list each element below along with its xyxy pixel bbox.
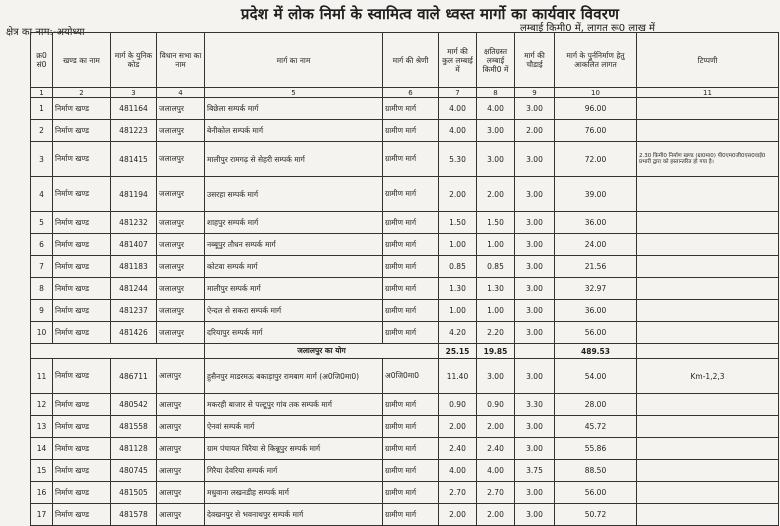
assembly-name-cell: जलालपुर [157,142,205,177]
estimated-cost-cell: 54.00 [555,359,637,394]
table-row [31,416,779,438]
unique-code-cell: 480542 [111,394,157,416]
road-category-cell: ग्रामीण मार्ग [383,98,439,120]
road-width-cell: 3.00 [515,482,555,504]
serial-number-cell: 12 [31,394,53,416]
unit-note: लम्बाई किमी0 में, लागत रू0 लाख में [520,23,656,34]
division-name-cell: निर्माण खण्ड [53,394,111,416]
remark-cell [637,98,779,120]
column-number: 11 [637,88,779,98]
column-number: 3 [111,88,157,98]
estimated-cost-cell: 96.00 [555,98,637,120]
road-width-cell: 3.00 [515,300,555,322]
assembly-name-cell: आलापुर [157,394,205,416]
table-row [31,212,779,234]
road-name-cell: मालीपुर रामगढ़ से सेहरी सम्पर्क मार्ग [205,142,383,177]
serial-number-cell: 4 [31,177,53,212]
serial-number-cell: 3 [31,142,53,177]
assembly-name-cell: जलालपुर [157,212,205,234]
damaged-length-cell: 2.40 [477,438,515,460]
road-name-cell: बिछेला सम्पर्क मार्ग [205,98,383,120]
road-width-cell: 3.00 [515,359,555,394]
damaged-length-cell: 1.50 [477,212,515,234]
road-category-cell: ग्रामीण मार्ग [383,416,439,438]
remark-cell [637,438,779,460]
unique-code-cell: 481407 [111,234,157,256]
damaged-length-cell: 2.00 [477,504,515,526]
table-row [31,120,779,142]
division-name-cell: निर्माण खण्ड [53,460,111,482]
remark-cell [637,234,779,256]
road-width-cell: 3.00 [515,322,555,344]
road-category-cell: ग्रामीण मार्ग [383,482,439,504]
estimated-cost-cell: 21.56 [555,256,637,278]
road-width-cell: 3.00 [515,416,555,438]
damaged-length-cell: 2.00 [477,177,515,212]
estimated-cost-cell: 28.00 [555,394,637,416]
remark-cell: Km-1,2,3 [637,359,779,394]
total-length-cell: 11.40 [439,359,477,394]
document-title: प्रदेश में लोक निर्मा के स्वामित्व वाले ध्वस्त मार्गो का कार्यवार विवरण [240,5,620,23]
unique-code-cell: 481128 [111,438,157,460]
serial-number-cell: 14 [31,438,53,460]
column-number: 1 [31,88,53,98]
table-row [31,234,779,256]
division-name-cell: निर्माण खण्ड [53,438,111,460]
estimated-cost-cell: 50.72 [555,504,637,526]
table-row [31,300,779,322]
road-name-cell: मकरही बाजार से पल्टूपुर गांव तक सम्पर्क मार्ग [205,394,383,416]
road-category-cell: ग्रामीण मार्ग [383,322,439,344]
column-number: 5 [205,88,383,98]
total-length-cell: 5.30 [439,142,477,177]
total-length-cell: 4.20 [439,322,477,344]
road-name-cell: मधुवाना लखनडीह सम्पर्क मार्ग [205,482,383,504]
total-length-cell: 4.00 [439,460,477,482]
assembly-name-cell: जलालपुर [157,120,205,142]
unique-code-cell: 481237 [111,300,157,322]
division-name-cell: निर्माण खण्ड [53,212,111,234]
estimated-cost-cell: 36.00 [555,300,637,322]
column-number: 8 [477,88,515,98]
serial-number-cell: 13 [31,416,53,438]
division-name-cell: निर्माण खण्ड [53,120,111,142]
road-category-cell: ग्रामीण मार्ग [383,177,439,212]
road-name-cell: हुसैनपुर माडरमऊ बकाड़ापुर रामबाग मार्ग (अ0जि0मा0) [205,359,383,394]
road-category-cell: ग्रामीण मार्ग [383,142,439,177]
subtotal-label: जलालपुर का योग [205,344,439,359]
division-name-cell: निर्माण खण्ड [53,504,111,526]
road-name-cell: देवखनपुर से भवनाथपुर सम्पर्क मार्ग [205,504,383,526]
assembly-name-cell: आलापुर [157,438,205,460]
road-width-cell: 3.00 [515,234,555,256]
assembly-name-cell: जलालपुर [157,98,205,120]
unique-code-cell: 481232 [111,212,157,234]
assembly-name-cell: जलालपुर [157,234,205,256]
damaged-length-cell: 2.00 [477,416,515,438]
remark-cell [637,212,779,234]
column-number: 7 [439,88,477,98]
serial-number-cell: 2 [31,120,53,142]
road-width-cell: 3.00 [515,212,555,234]
header-cell: मार्ग की श्रेणी [383,33,439,88]
division-name-cell: निर्माण खण्ड [53,256,111,278]
header-cell: मार्ग के युनिक कोड [111,33,157,88]
table-row [31,256,779,278]
road-category-cell: ग्रामीण मार्ग [383,460,439,482]
table-body [31,88,779,526]
subtotal-width-blank [515,344,555,359]
serial-number-cell: 5 [31,212,53,234]
column-number: 6 [383,88,439,98]
division-name-cell: निर्माण खण्ड [53,322,111,344]
total-length-cell: 2.00 [439,177,477,212]
total-length-cell: 0.85 [439,256,477,278]
subtotal-damaged-length: 19.85 [477,344,515,359]
total-length-cell: 4.00 [439,120,477,142]
division-name-cell: निर्माण खण्ड [53,177,111,212]
road-name-cell: ऐन्दल से सकरा सम्पर्क मार्ग [205,300,383,322]
serial-number-cell: 11 [31,359,53,394]
remark-cell [637,120,779,142]
division-name-cell: निर्माण खण्ड [53,416,111,438]
unique-code-cell: 480745 [111,460,157,482]
serial-number-cell: 9 [31,300,53,322]
road-name-cell: कोटवा सम्पर्क मार्ग [205,256,383,278]
table-row [31,322,779,344]
damaged-length-cell: 2.70 [477,482,515,504]
division-name-cell: निर्माण खण्ड [53,98,111,120]
road-width-cell: 3.00 [515,142,555,177]
estimated-cost-cell: 56.00 [555,322,637,344]
road-name-cell: नब्बूपुर तौधन सम्पर्क मार्ग [205,234,383,256]
assembly-name-cell: आलापुर [157,359,205,394]
division-name-cell: निर्माण खण्ड [53,300,111,322]
assembly-name-cell: आलापुर [157,482,205,504]
table-row [31,394,779,416]
road-width-cell: 3.00 [515,98,555,120]
serial-number-cell: 6 [31,234,53,256]
header-cell: क्र0 सं0 [31,33,53,88]
table-row [31,359,779,394]
road-width-cell: 3.00 [515,278,555,300]
assembly-name-cell: आलापुर [157,460,205,482]
total-length-cell: 0.90 [439,394,477,416]
unique-code-cell: 481244 [111,278,157,300]
header-cell: क्षतिग्रस्त लम्बाई किमी0 में [477,33,515,88]
remark-cell [637,278,779,300]
damaged-length-cell: 4.00 [477,460,515,482]
estimated-cost-cell: 56.00 [555,482,637,504]
serial-number-cell: 15 [31,460,53,482]
estimated-cost-cell: 36.00 [555,212,637,234]
header-cell: विधान सभा का नाम [157,33,205,88]
column-number: 10 [555,88,637,98]
road-category-cell: ग्रामीण मार्ग [383,504,439,526]
road-category-cell: ग्रामीण मार्ग [383,234,439,256]
assembly-name-cell: जलालपुर [157,300,205,322]
road-category-cell: ग्रामीण मार्ग [383,300,439,322]
damaged-length-cell: 3.00 [477,120,515,142]
remark-cell [637,300,779,322]
table-row [31,98,779,120]
subtotal-spacer [31,344,205,359]
table-row [31,460,779,482]
road-category-cell: ग्रामीण मार्ग [383,212,439,234]
road-width-cell: 3.00 [515,256,555,278]
estimated-cost-cell: 72.00 [555,142,637,177]
total-length-cell: 2.00 [439,416,477,438]
road-name-cell: मालीपुर सम्पर्क मार्ग [205,278,383,300]
damaged-length-cell: 4.00 [477,98,515,120]
column-number-row [31,88,779,98]
total-length-cell: 1.00 [439,300,477,322]
total-length-cell: 4.00 [439,98,477,120]
header-cell: मार्ग की कुल लम्बाई में [439,33,477,88]
assembly-name-cell: जलालपुर [157,322,205,344]
column-number: 4 [157,88,205,98]
total-length-cell: 2.70 [439,482,477,504]
road-category-cell: ग्रामीण मार्ग [383,394,439,416]
damaged-length-cell: 3.00 [477,142,515,177]
unique-code-cell: 481183 [111,256,157,278]
remark-cell [637,177,779,212]
serial-number-cell: 10 [31,322,53,344]
remark-cell [637,416,779,438]
total-length-cell: 1.50 [439,212,477,234]
road-category-cell: अ0जि0मा0 [383,359,439,394]
table-row [31,482,779,504]
remark-cell: 2.30 किमी0 निर्माण खण्ड (ग्रा0मा0) पी0एम0जी0एस0वाई0 प्रभारी द्वारा को हस्तान्तरित हो गया है। [637,142,779,177]
remark-cell [637,256,779,278]
division-name-cell: निर्माण खण्ड [53,482,111,504]
total-length-cell: 2.40 [439,438,477,460]
remark-cell [637,504,779,526]
damaged-length-cell: 1.00 [477,234,515,256]
unique-code-cell: 481426 [111,322,157,344]
damaged-length-cell: 2.20 [477,322,515,344]
header-row [31,33,779,88]
division-name-cell: निर्माण खण्ड [53,234,111,256]
division-name-cell: निर्माण खण्ड [53,278,111,300]
subtotal-row [31,344,779,359]
subtotal-total-length: 25.15 [439,344,477,359]
division-name-cell: निर्माण खण्ड [53,359,111,394]
serial-number-cell: 16 [31,482,53,504]
road-name-cell: शाहपुर सम्पर्क मार्ग [205,212,383,234]
estimated-cost-cell: 24.00 [555,234,637,256]
district-label: क्षेत्र का नाम:-अयोध्या [6,27,85,38]
table-row [31,142,779,177]
serial-number-cell: 8 [31,278,53,300]
remark-cell [637,482,779,504]
estimated-cost-cell: 55.86 [555,438,637,460]
table-row [31,504,779,526]
remark-cell [637,394,779,416]
unique-code-cell: 486711 [111,359,157,394]
subtotal-cost: 489.53 [555,344,637,359]
division-name-cell: निर्माण खण्ड [53,142,111,177]
serial-number-cell: 17 [31,504,53,526]
road-name-cell: बेनीकोल सम्पर्क मार्ग [205,120,383,142]
roads-table [30,32,779,526]
unique-code-cell: 481164 [111,98,157,120]
unique-code-cell: 481505 [111,482,157,504]
road-category-cell: ग्रामीण मार्ग [383,256,439,278]
table-row [31,278,779,300]
total-length-cell: 1.00 [439,234,477,256]
unique-code-cell: 481415 [111,142,157,177]
table-row [31,438,779,460]
remark-cell [637,322,779,344]
road-name-cell: ऐनवां सम्पर्क मार्ग [205,416,383,438]
assembly-name-cell: जलालपुर [157,256,205,278]
assembly-name-cell: आलापुर [157,416,205,438]
road-name-cell: गिरैया देवरिया सम्पर्क मार्ग [205,460,383,482]
road-width-cell: 3.00 [515,177,555,212]
damaged-length-cell: 0.90 [477,394,515,416]
unique-code-cell: 481194 [111,177,157,212]
estimated-cost-cell: 32.97 [555,278,637,300]
assembly-name-cell: जलालपुर [157,177,205,212]
remark-cell [637,460,779,482]
road-width-cell: 3.00 [515,438,555,460]
subtotal-remark-blank [637,344,779,359]
assembly-name-cell: आलापुर [157,504,205,526]
unique-code-cell: 481223 [111,120,157,142]
column-number: 9 [515,88,555,98]
unique-code-cell: 481578 [111,504,157,526]
estimated-cost-cell: 76.00 [555,120,637,142]
road-category-cell: ग्रामीण मार्ग [383,438,439,460]
road-width-cell: 3.00 [515,504,555,526]
header-cell: मार्ग का नाम [205,33,383,88]
total-length-cell: 2.00 [439,504,477,526]
road-width-cell: 3.75 [515,460,555,482]
road-category-cell: ग्रामीण मार्ग [383,278,439,300]
column-number: 2 [53,88,111,98]
serial-number-cell: 1 [31,98,53,120]
header-cell: खण्ड का नाम [53,33,111,88]
road-width-cell: 3.30 [515,394,555,416]
assembly-name-cell: जलालपुर [157,278,205,300]
road-category-cell: ग्रामीण मार्ग [383,120,439,142]
header-cell: मार्ग की चौडाई [515,33,555,88]
road-width-cell: 2.00 [515,120,555,142]
serial-number-cell: 7 [31,256,53,278]
total-length-cell: 1.30 [439,278,477,300]
damaged-length-cell: 0.85 [477,256,515,278]
estimated-cost-cell: 88.50 [555,460,637,482]
road-name-cell: ग्राम पंचायत चिरैया से किन्नूपुर सम्पर्क मार्ग [205,438,383,460]
table-row [31,177,779,212]
damaged-length-cell: 3.00 [477,359,515,394]
damaged-length-cell: 1.00 [477,300,515,322]
unique-code-cell: 481558 [111,416,157,438]
header-cell: मार्ग के पुर्ननिर्माण हेतु आकलित लागत [555,33,637,88]
damaged-length-cell: 1.30 [477,278,515,300]
road-name-cell: उसरहा सम्पर्क मार्ग [205,177,383,212]
header-cell: टिप्पणी [637,33,779,88]
road-name-cell: दरियापुर सम्पर्क मार्ग [205,322,383,344]
estimated-cost-cell: 45.72 [555,416,637,438]
estimated-cost-cell: 39.00 [555,177,637,212]
